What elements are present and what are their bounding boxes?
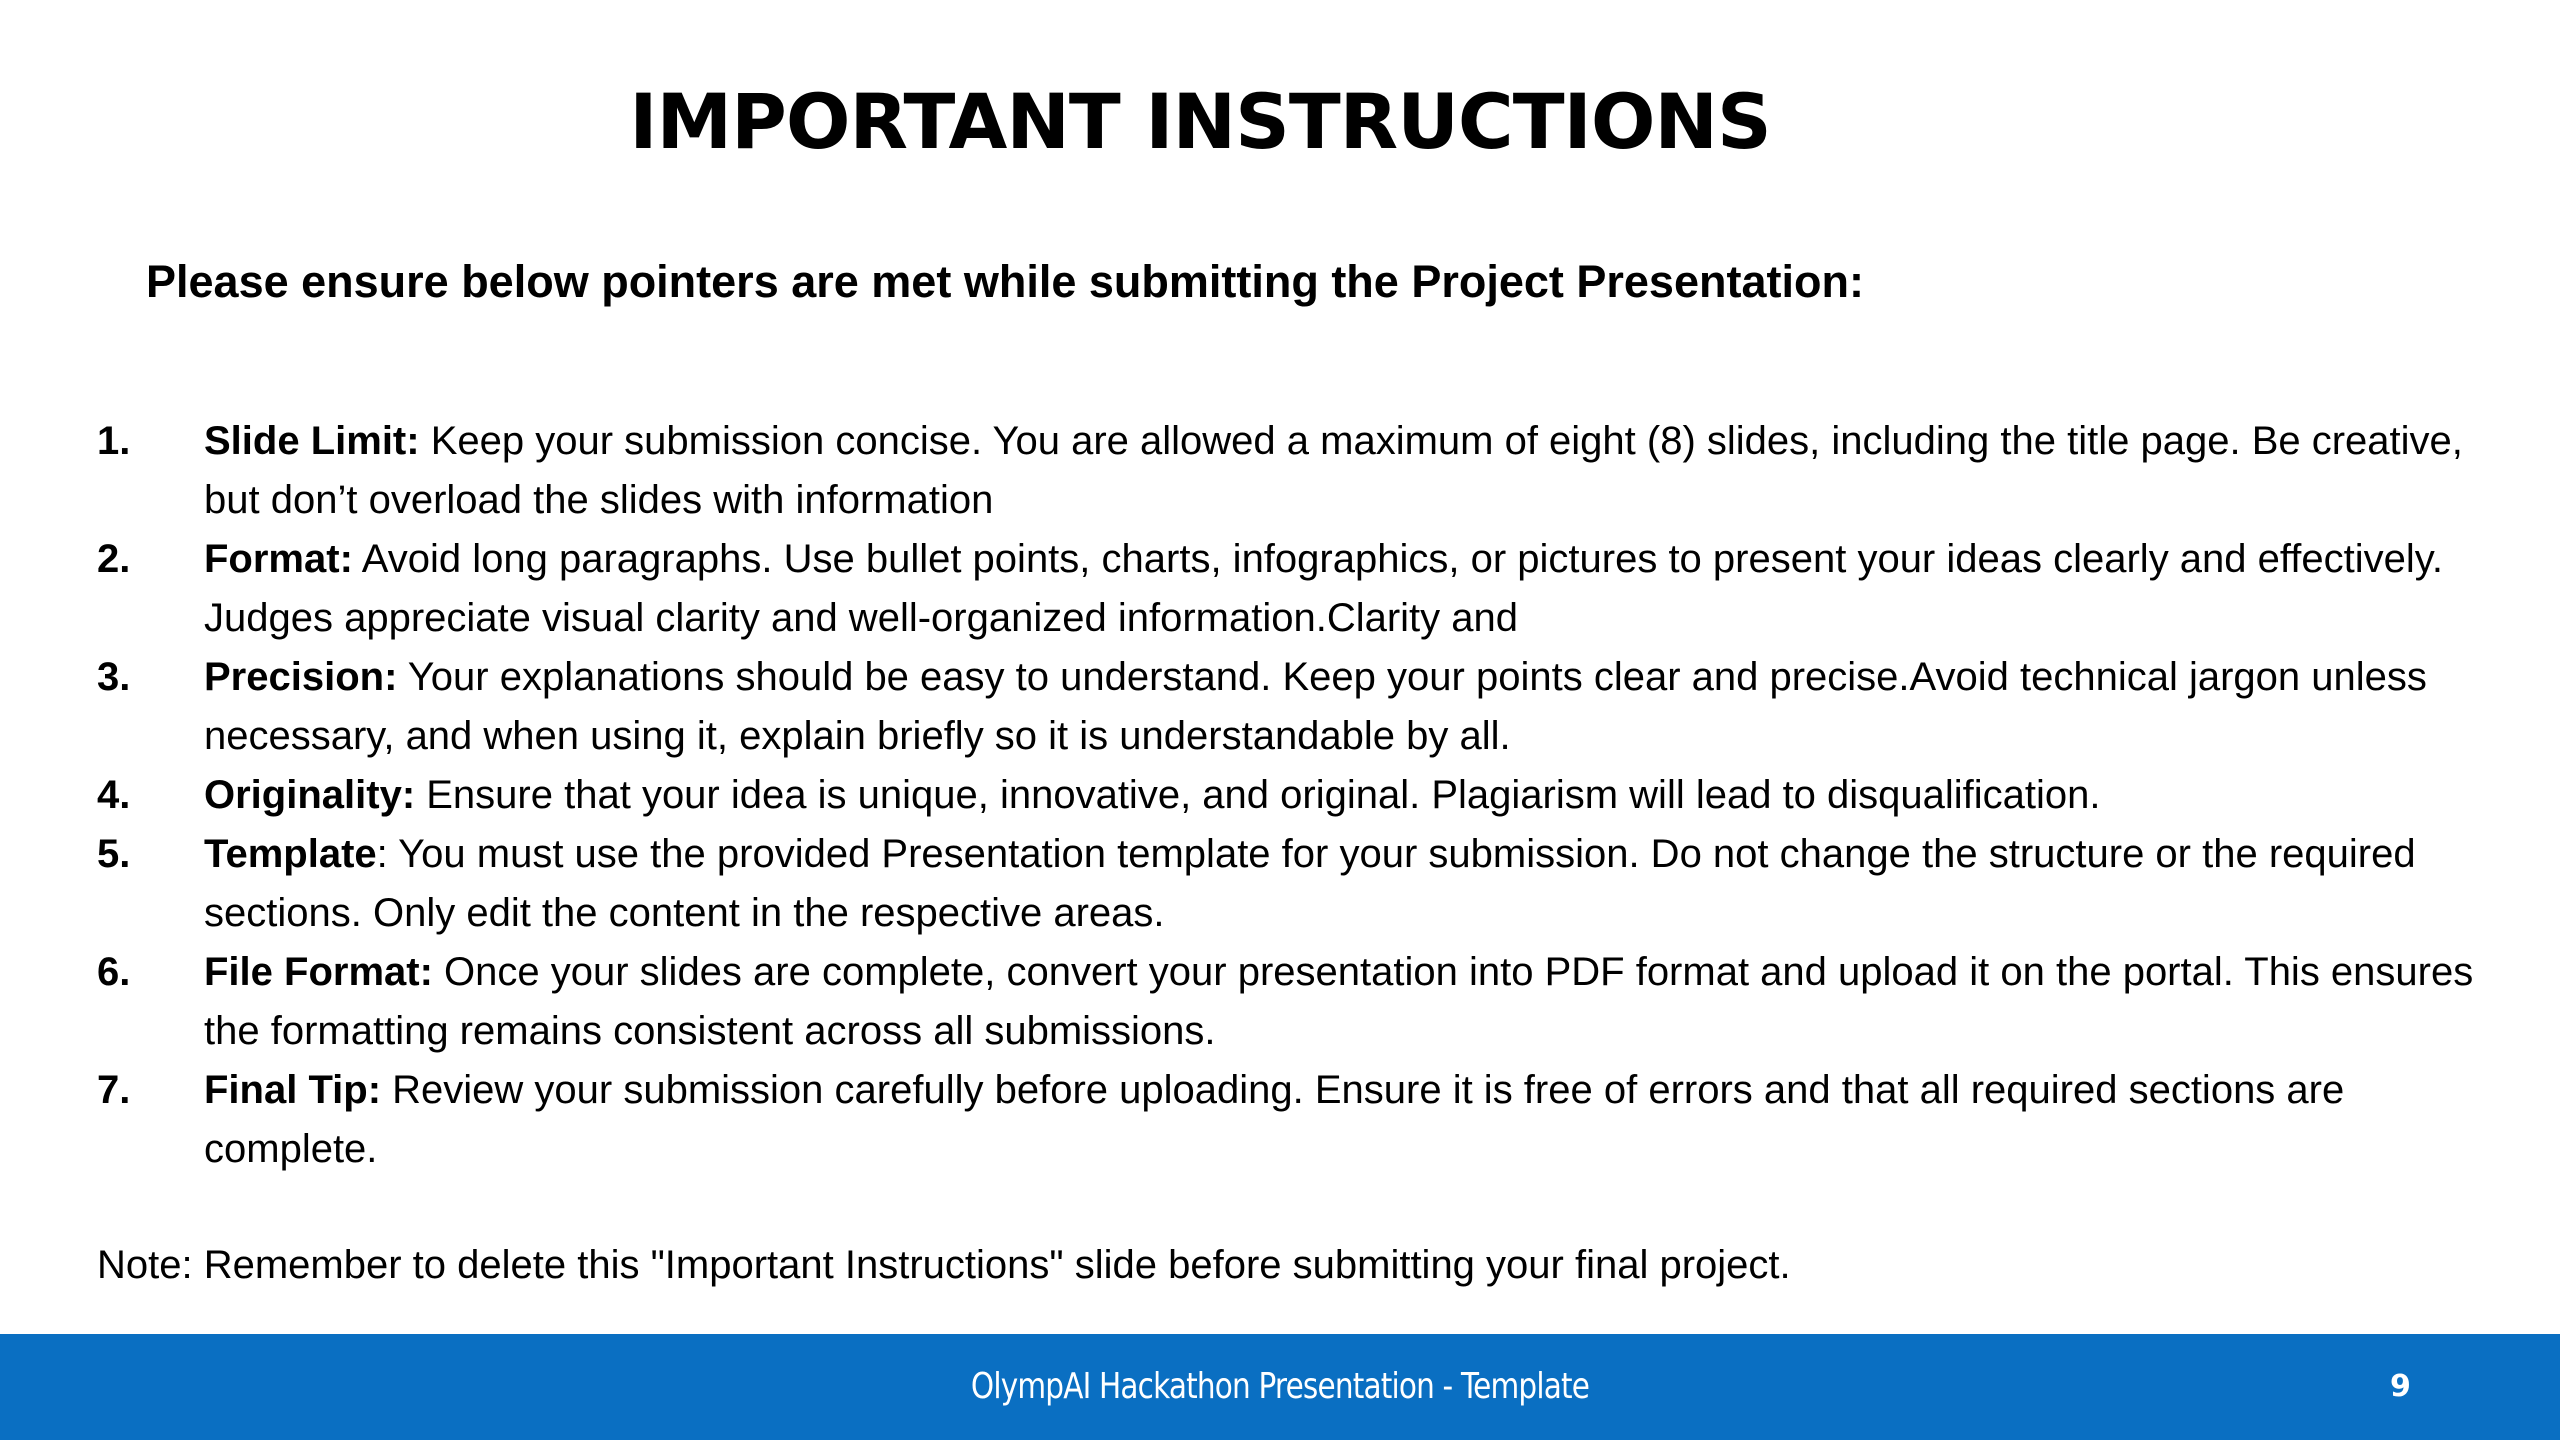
list-item-number: 6. <box>97 950 131 994</box>
list-item <box>97 1061 2497 1179</box>
list-item-label: Format: <box>204 537 353 581</box>
list-item-label: File Format: <box>204 950 433 994</box>
list-item-number: 7. <box>97 1068 131 1112</box>
list-item <box>97 943 2497 1061</box>
list-item <box>97 412 2497 530</box>
slide-subtitle: Please ensure below pointers are met while submitting the Project Presentation: <box>146 256 1864 307</box>
list-item-text: Keep your submission concise. You are allowed a maximum of eight (8) slides, including the title page. Be creative, but don’t overload the slides with information <box>204 419 2463 522</box>
list-item-number: 3. <box>97 655 131 699</box>
list-item-text: Ensure that your idea is unique, innovative, and original. Plagiarism will lead to disqualification. <box>415 773 2101 817</box>
list-item-number: 4. <box>97 773 131 817</box>
footer-bar <box>0 1334 2560 1440</box>
list-item <box>97 825 2497 943</box>
page-number: 9 <box>2390 1369 2411 1404</box>
list-item-text: Review your submission carefully before uploading. Ensure it is free of errors and that all required sections are complete. <box>204 1068 2345 1171</box>
list-item-text: Once your slides are complete, convert your presentation into PDF format and upload it on the portal. This ensures the formatting remains consistent across all submissions. <box>204 950 2474 1053</box>
slide-title: IMPORTANT INSTRUCTIONS <box>629 77 1771 166</box>
list-item-text: Your explanations should be easy to understand. Keep your points clear and precise.Avoid technical jargon unless necessary, and when using it, explain briefly so it is understandable by all. <box>204 655 2427 758</box>
list-item <box>97 766 2497 825</box>
list-item-label: Template <box>204 832 377 876</box>
list-item-label: Precision: <box>204 655 398 699</box>
list-item-number: 5. <box>97 832 131 876</box>
list-item-label: Originality: <box>204 773 416 817</box>
list-item-label: Slide Limit: <box>204 419 420 463</box>
list-item-number: 2. <box>97 537 131 581</box>
instructions-list <box>97 412 2497 1179</box>
footer-title: OlympAI Hackathon Presentation - Template <box>970 1366 1590 1407</box>
list-item-number: 1. <box>97 419 131 463</box>
list-item-text: : You must use the provided Presentation template for your submission. Do not change the structure or the required sections. Only edit the content in the respective areas. <box>204 832 2416 935</box>
list-item-label: Final Tip: <box>204 1068 382 1112</box>
note-text: Note: Remember to delete this "Important Instructions" slide before submitting your final project. <box>97 1243 1791 1287</box>
list-item <box>97 530 2497 648</box>
list-item-text: Avoid long paragraphs. Use bullet points, charts, infographics, or pictures to present your ideas clearly and effectively. Judges appreciate visual clarity and well-organized information.Clarity and <box>204 537 2443 640</box>
list-item <box>97 648 2497 766</box>
